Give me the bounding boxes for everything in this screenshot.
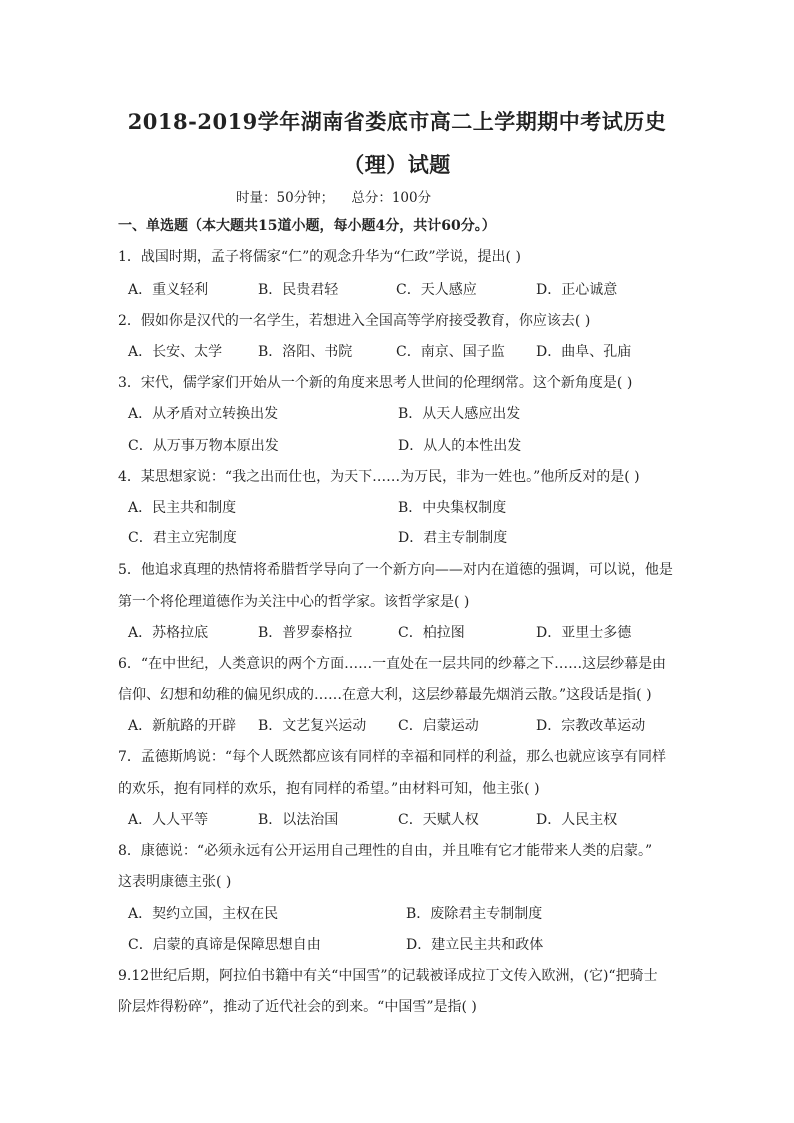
question-4-option-d: D．君主专制制度 <box>398 530 508 546</box>
question-7-text-line-1: 7．孟德斯鸠说：“每个人既然都应该有同样的幸福和同样的利益，那么也就应该享有同样 <box>118 749 667 765</box>
question-8-option-b: B．废除君主专制制度 <box>406 906 543 922</box>
question-8-option-d: D．建立民主共和政体 <box>406 937 544 953</box>
question-5-option-b: B．普罗泰格拉 <box>258 625 353 641</box>
question-4-text: 4．某思想家说：“我之出而仕也，为天下……为万民，非为一姓也。”他所反对的是( ) <box>118 469 640 485</box>
question-6-option-c: C．启蒙运动 <box>398 718 479 734</box>
question-4-option-c: C．君主立宪制度 <box>128 530 237 546</box>
question-3-option-c: C．从万事万物本原出发 <box>128 438 279 454</box>
exam-meta: 时量：50分钟； 总分：100分 <box>236 190 432 206</box>
question-6-text-line-1: 6．“在中世纪，人类意识的两个方面……一直处在一层共同的纱幕之下……这层纱幕是由 <box>118 656 667 672</box>
question-5-text-line-1: 5．他追求真理的热情将希腊哲学导向了一个新方向——对内在道德的强调，可以说，他是 <box>118 562 673 578</box>
question-8-option-a: A．契约立国，主权在民 <box>128 906 279 922</box>
question-4-option-b: B．中央集权制度 <box>398 500 507 516</box>
question-8-text-line-1: 8．康德说：“必须永远有公开运用自己理性的自由，并且唯有它才能带来人类的启蒙。” <box>118 843 653 859</box>
question-2-text: 2．假如你是汉代的一名学生，若想进入全国高等学府接受教育，你应该去( ) <box>118 313 591 329</box>
question-3-option-b: B．从天人感应出发 <box>398 406 521 422</box>
question-1-option-a: A．重义轻利 <box>128 282 209 298</box>
question-2-option-a: A．长安、太学 <box>128 344 223 360</box>
question-2-option-b: B．洛阳、书院 <box>258 344 353 360</box>
question-3-option-d: D．从人的本性出发 <box>398 438 522 454</box>
question-5-option-a: A．苏格拉底 <box>128 625 209 641</box>
question-6-option-a: A．新航路的开辟 <box>128 718 237 734</box>
question-7-text-line-2: 的欢乐，抱有同样的欢乐，抱有同样的希望。”由材料可知，他主张( ) <box>118 781 540 797</box>
question-3-option-a: A．从矛盾对立转换出发 <box>128 406 279 422</box>
question-8-option-c: C．启蒙的真谛是保障思想自由 <box>128 937 321 953</box>
question-7-option-c: C．天赋人权 <box>398 812 479 828</box>
question-1-option-c: C．天人感应 <box>396 282 477 298</box>
question-3-text: 3．宋代，儒学家们开始从一个新的角度来思考人世间的伦理纲常。这个新角度是( ) <box>118 375 633 391</box>
question-5-option-c: C．柏拉图 <box>398 625 465 641</box>
question-6-text-line-2: 信仰、幻想和幼稚的偏见织成的……在意大利，这层纱幕最先烟消云散。”这段话是指( ) <box>118 687 652 703</box>
page-title-line-1: 2018-2019学年湖南省娄底市高二上学期期中考试历史 <box>127 109 667 134</box>
question-1-option-d: D．正心诚意 <box>536 282 618 298</box>
question-1-text: 1．战国时期，孟子将儒家“仁”的观念升华为“仁政”学说，提出( ) <box>118 249 521 265</box>
page-title-line-2: （理）试题 <box>343 152 451 177</box>
question-6-option-b: B．文艺复兴运动 <box>258 718 367 734</box>
question-9-text-line-2: 阶层炸得粉碎”，推动了近代社会的到来。“中国雪”是指( ) <box>118 999 477 1015</box>
question-7-option-a: A．人人平等 <box>128 812 209 828</box>
question-9-text-line-1: 9.12世纪后期，阿拉伯书籍中有关“中国雪”的记载被译成拉丁文传入欧洲，(它)“把骑士 <box>118 968 658 984</box>
question-7-option-b: B．以法治国 <box>258 812 339 828</box>
question-2-option-d: D．曲阜、孔庙 <box>536 344 632 360</box>
question-5-option-d: D．亚里士多德 <box>536 625 632 641</box>
question-8-text-line-2: 这表明康德主张( ) <box>118 874 232 890</box>
section-heading: 一、单选题（本大题共15道小题，每小题4分，共计60分。） <box>118 218 496 234</box>
question-5-text-line-2: 第一个将伦理道德作为关注中心的哲学家。该哲学家是( ) <box>118 594 470 610</box>
question-7-option-d: D．人民主权 <box>536 812 618 828</box>
question-1-option-b: B．民贵君轻 <box>258 282 339 298</box>
question-2-option-c: C．南京、国子监 <box>396 344 505 360</box>
question-4-option-a: A．民主共和制度 <box>128 500 237 516</box>
question-6-option-d: D．宗教改革运动 <box>536 718 646 734</box>
